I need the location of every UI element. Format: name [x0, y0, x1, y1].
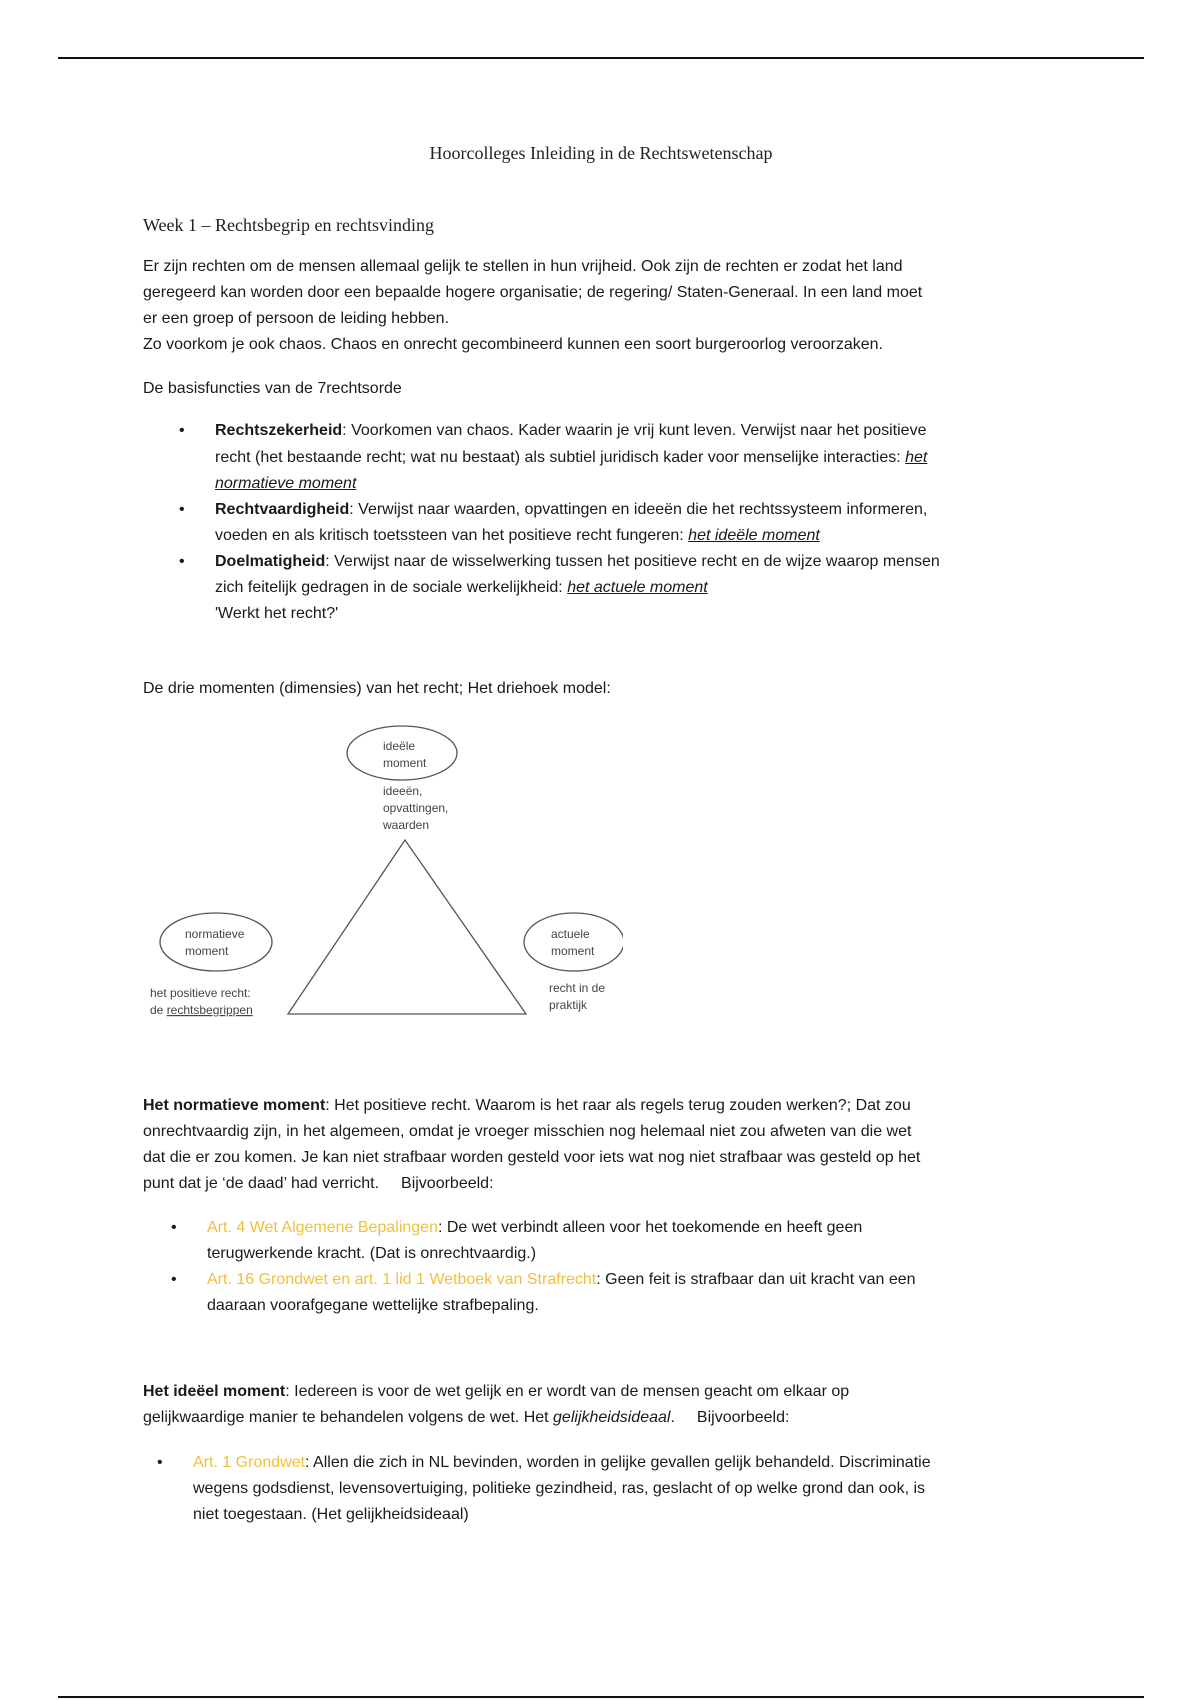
list-item [179, 418, 1075, 497]
list-item [157, 1450, 1073, 1528]
normatief-list [171, 1215, 1067, 1319]
moment-link: het actuele moment [567, 579, 708, 596]
item-text: : Verwijst naar de wisselwerking tussen het positieve recht en de wijze waarop mensen [325, 553, 940, 570]
diagram-label: moment [185, 944, 229, 958]
intro-line: geregeerd kan worden door een bepaalde hogere organisatie; de regering/ Staten-Generaal. In een land moet [143, 284, 923, 301]
intro-line: er een groep of persoon de leiding hebben. [143, 310, 450, 327]
intro-paragraph [143, 254, 922, 358]
ideeel-paragraph [143, 1379, 1063, 1431]
paragraph-line: punt dat je ‘de daad’ had verricht. [143, 1175, 380, 1192]
actueel-ellipse [524, 913, 623, 971]
drie-heading: De drie momenten (dimensies) van het recht; Het driehoek model: [143, 680, 611, 697]
item-text: recht (het bestaande recht; wat nu bestaat) als subtiel juridisch kader voor menselijke interacties: [215, 449, 906, 466]
paragraph-line: : Iedereen is voor de wet gelijk en er wordt van de mensen geacht om elkaar op [285, 1383, 850, 1400]
term: Doelmatigheid [215, 553, 326, 570]
paragraph-emphasis: gelijkheidsideaal [553, 1409, 671, 1426]
term: Rechtszekerheid [215, 422, 343, 439]
bullet-icon: • [171, 1271, 177, 1288]
term: Het ideëel moment [143, 1383, 286, 1400]
basis-list [179, 418, 1075, 627]
law-reference: Art. 1 Grondwet [193, 1454, 306, 1471]
example-label: Bijvoorbeeld: [401, 1175, 494, 1192]
diagram-label: ideële [383, 739, 416, 753]
normatief-ellipse [160, 913, 272, 971]
bottom-rule [58, 1696, 1144, 1698]
triangle-diagram [143, 720, 623, 1020]
diagram-label: het positieve recht: [150, 986, 251, 1000]
item-text: voeden en als kritisch toetssteen van het positieve recht fungeren: [215, 527, 689, 544]
item-text: : Voorkomen van chaos. Kader waarin je vrij kunt leven. Verwijst naar het positieve [342, 422, 927, 439]
term: Rechtvaardigheid [215, 501, 350, 518]
item-text: 'Werkt het recht?' [215, 605, 339, 622]
diagram-label: praktijk [549, 998, 588, 1012]
list-item [171, 1267, 1067, 1319]
law-reference: Art. 4 Wet Algemene Bepalingen [207, 1219, 438, 1236]
bullet-icon: • [157, 1454, 163, 1471]
paragraph-line: gelijkwaardige manier te behandelen volgens de wet. Het [143, 1409, 554, 1426]
law-reference: Art. 16 Grondwet en art. 1 lid 1 Wetboek van Strafrecht [207, 1271, 597, 1288]
normatief-paragraph [143, 1093, 1063, 1197]
item-text: : De wet verbindt alleen voor het toekomende en heeft geen [437, 1219, 863, 1236]
week-heading: Week 1 – Rechtsbegrip en rechtsvinding [143, 215, 434, 235]
diagram-label: recht in de [549, 981, 606, 995]
bullet-icon: • [171, 1219, 177, 1236]
diagram-label: rechtsbegrippen [166, 1003, 253, 1017]
list-item [171, 1215, 1067, 1267]
ideeel-ellipse [347, 726, 457, 780]
triangle-diagram-svg [143, 720, 623, 1020]
moment-link: het ideële moment [688, 527, 820, 544]
bullet-icon: • [179, 501, 185, 518]
intro-line: Er zijn rechten om de mensen allemaal gelijk te stellen in hun vrijheid. Ook zijn de rechten er zodat het land [143, 258, 903, 275]
moment-link: normatieve moment [215, 475, 357, 492]
diagram-label: moment [383, 756, 427, 770]
top-rule [58, 57, 1144, 59]
item-text: : Verwijst naar waarden, opvattingen en ideeën die het rechtssysteem informeren, [349, 501, 928, 518]
paragraph-line: . [670, 1409, 675, 1426]
paragraph-line: dat die er zou komen. Je kan niet strafbaar worden gesteld voor iets wat nog niet strafbaar was gesteld op het [143, 1149, 921, 1166]
intro-line: Zo voorkom je ook chaos. Chaos en onrecht gecombineerd kunnen een soort burgeroorlog veroorzaken. [143, 336, 883, 353]
list-item [179, 497, 1075, 549]
triangle-shape [288, 840, 526, 1014]
item-text: zich feitelijk gedragen in de sociale werkelijkheid: [215, 579, 568, 596]
bullet-icon: • [179, 553, 185, 570]
moment-link: het [905, 449, 928, 466]
diagram-label: opvattingen, [383, 801, 449, 815]
item-text: niet toegestaan. (Het gelijkheidsideaal) [193, 1506, 469, 1523]
ideeel-list [157, 1450, 1073, 1528]
diagram-label: moment [551, 944, 595, 958]
bullet-icon: • [179, 422, 185, 439]
diagram-label: waarden [383, 818, 430, 832]
example-label: Bijvoorbeeld: [696, 1409, 790, 1426]
item-text: wegens godsdienst, levensovertuiging, politieke gezindheid, ras, geslacht of op welke grond dan ook, is [193, 1480, 926, 1497]
item-text: terugwerkende kracht. (Dat is onrechtvaardig.) [207, 1245, 537, 1262]
diagram-label: normatieve [185, 927, 245, 941]
basis-heading: De basisfuncties van de 7rechtsorde [143, 380, 402, 397]
paragraph-line: onrechtvaardig zijn, in het algemeen, omdat je vroeger misschien nog helemaal niet zou afweten van die wet [143, 1123, 912, 1140]
list-item [179, 549, 1075, 627]
item-text: : Allen die zich in NL bevinden, worden in gelijke gevallen gelijk behandeld. Discriminatie [305, 1454, 931, 1471]
paragraph-line: : Het positieve recht. Waarom is het raar als regels terug zouden werken?; Dat zou [325, 1097, 911, 1114]
item-text: daaraan voorafgegane wettelijke strafbepaling. [207, 1297, 539, 1314]
diagram-label: ideeën, [383, 784, 423, 798]
item-text: : Geen feit is strafbaar dan uit kracht van een [596, 1271, 916, 1288]
term: Het normatieve moment [143, 1097, 326, 1114]
diagram-label: actuele [551, 927, 590, 941]
document-title: Hoorcolleges Inleiding in de Rechtswetenschap [429, 143, 773, 163]
diagram-label [150, 1003, 253, 1017]
diagram-label: de [150, 1003, 167, 1017]
